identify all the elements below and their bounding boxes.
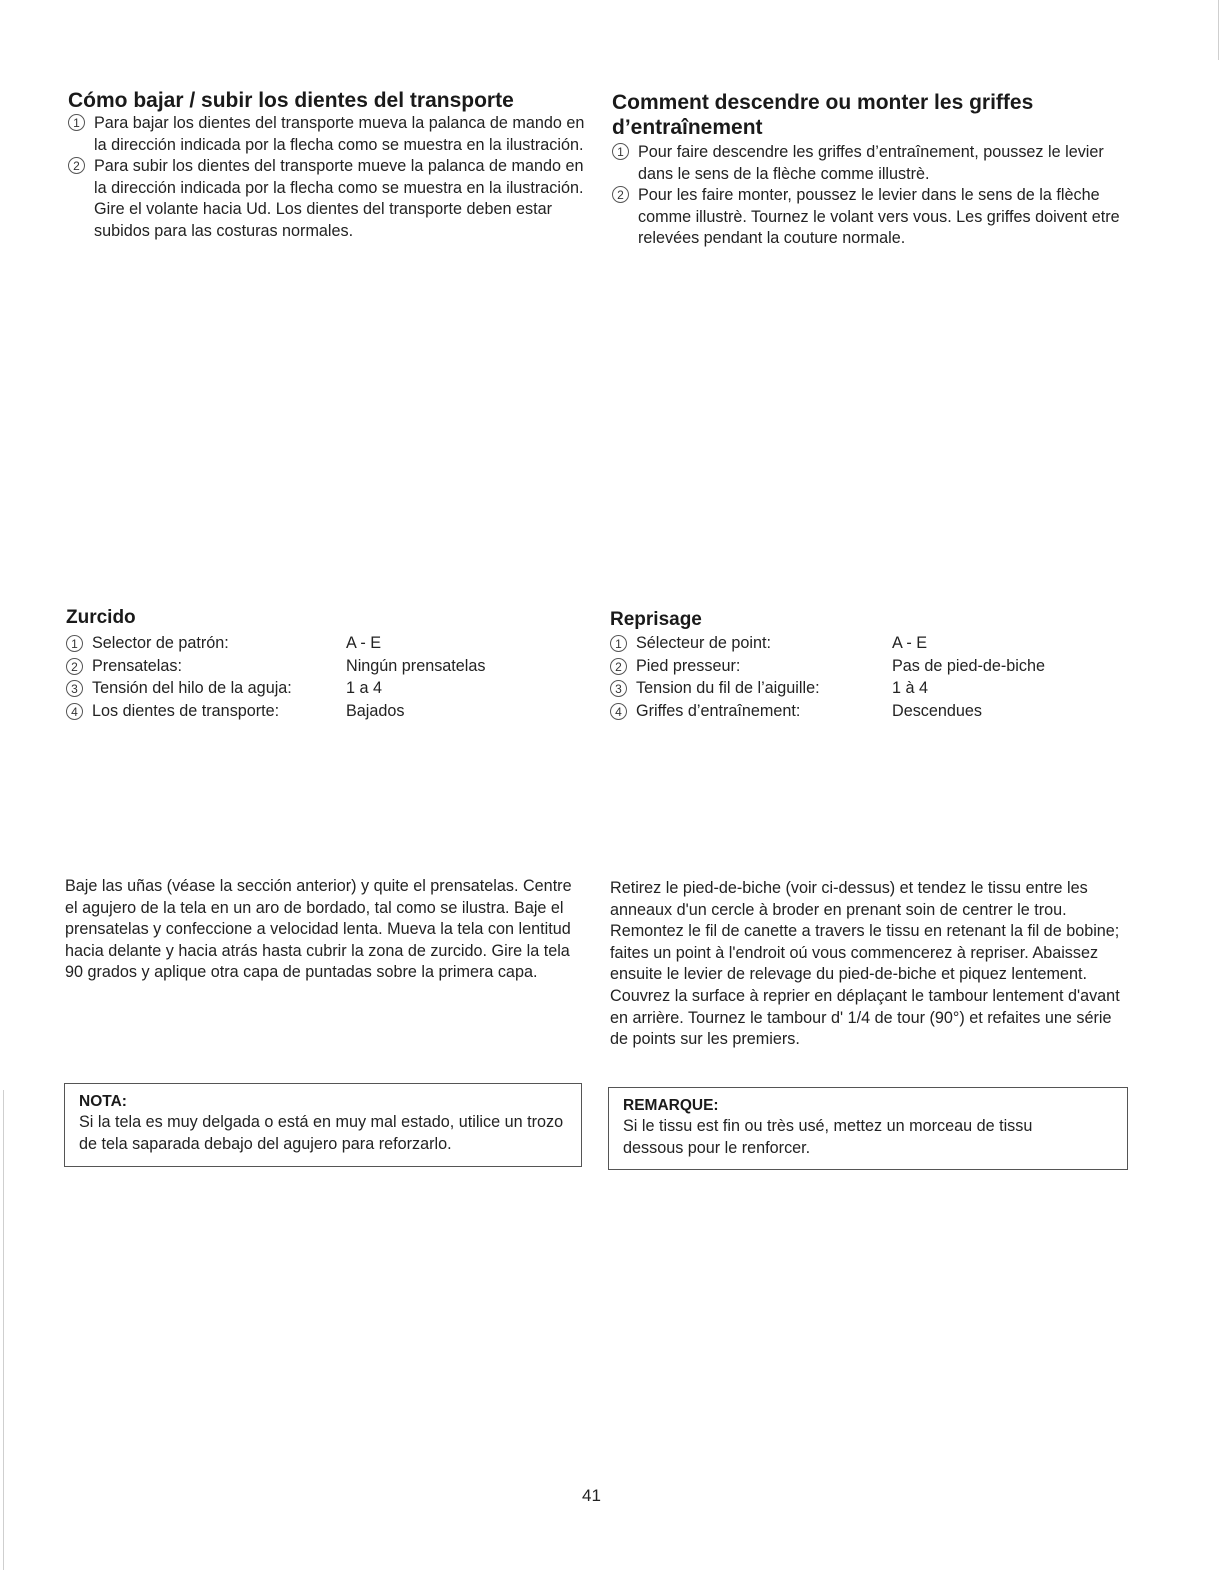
setting-value: Bajados [346, 701, 405, 720]
setting-value: 1 a 4 [346, 679, 383, 697]
circled-number-2: 2 [68, 157, 85, 174]
circled-number-1: 1 [68, 114, 85, 131]
es-darning-section [66, 606, 586, 722]
setting-label: Prensatelas: [92, 656, 182, 675]
setting-label: Tensión del hilo de la aguja: [92, 679, 292, 697]
fr-transport-step-1 [612, 142, 1132, 185]
es-transport-step-1 [68, 113, 588, 156]
setting-row [610, 655, 1130, 678]
es-darning-settings [66, 632, 586, 722]
step-text: Para subir los dientes del transporte mueve la palanca de mando en la dirección indicada por la flecha como se muestra en la ilustración. Gire el volante hacia Ud. Los dientes del transporte deben estar subidos para las costuras normales. [94, 157, 584, 240]
fr-darning-body: Retirez le pied-de-biche (voir ci-dessus) et tendez le tissu entre les anneaux d'un cercle à broder en prenant soin de centrer le trou. Remontez le fil de canette a travers le tissu en retenant la fil de bobine; faites un point à l'endroit oú vous commencerez à repriser. Abaissez ensuite le levier de relevage du pied-de-biche et piquez lentement. Couvrez la surface à reprier en déplaçant le tambour lentement d'avant en arrière. Tournez le tambour d' 1/4 de tour (90°) et refaites une série de points sur les premiers. [610, 879, 1120, 1049]
fr-transport-step-2 [612, 185, 1132, 250]
fr-transport-title: Comment descendre ou monter les griffes d’entraînement [612, 91, 1034, 139]
setting-value: Pas de pied-de-biche [892, 656, 1045, 675]
setting-label: Selector de patrón: [92, 634, 229, 652]
es-note-box [64, 1083, 582, 1167]
setting-row [66, 677, 586, 700]
setting-value: A - E [346, 634, 382, 652]
setting-row [610, 677, 1130, 700]
scan-edge-right [1218, 0, 1219, 60]
setting-row [66, 700, 586, 723]
setting-value: 1 à 4 [892, 679, 929, 697]
fr-note-text: Si le tissu est fin ou très usé, mettez un morceau de tissu dessous pour le renforcer. [623, 1117, 1033, 1157]
es-note-label: NOTA: [79, 1093, 127, 1110]
circled-number-1: 1 [612, 143, 629, 160]
es-darning-body: Baje las uñas (véase la sección anterior) y quite el prensatelas. Centre el agujero de la tela en un aro de bordado, tal como se ilustra. Baje el prensatelas y confeccione a velocidad lenta. Mueva la tela con lentitud hacia delante y hacia atrás hasta cubrir la zona de zurcido. Gire la tela 90 grados y aplique otra capa de puntadas sobre la primera capa. [65, 877, 572, 982]
circled-number-3: 3 [66, 680, 83, 697]
setting-label: Pied presseur: [636, 656, 741, 675]
circled-number-1: 1 [610, 635, 627, 652]
page-number: 41 [582, 1486, 601, 1505]
es-darning-title: Zurcido [66, 607, 136, 628]
circled-number-2: 2 [612, 186, 629, 203]
setting-row [66, 655, 586, 678]
circled-number-2: 2 [66, 658, 83, 675]
fr-note-label: REMARQUE: [623, 1097, 719, 1114]
circled-number-1: 1 [66, 635, 83, 652]
circled-number-4: 4 [610, 703, 627, 720]
circled-number-2: 2 [610, 658, 627, 675]
step-text: Pour les faire monter, poussez le levier dans le sens de la flèche comme illustrè. Tournez le volant vers vous. Les griffes doivent etre relevées pendant la couture normale. [638, 186, 1120, 247]
setting-label: Tension du fil de l’aiguille: [636, 679, 820, 697]
fr-darning-settings [610, 632, 1130, 722]
circled-number-3: 3 [610, 680, 627, 697]
es-transport-section [68, 88, 588, 242]
es-transport-title: Cómo bajar / subir los dientes del transporte [68, 89, 514, 112]
setting-value: Ningún prensatelas [346, 656, 486, 675]
fr-darning-title: Reprisage [610, 609, 702, 630]
circled-number-4: 4 [66, 703, 83, 720]
setting-row [610, 632, 1130, 655]
setting-row [610, 700, 1130, 723]
fr-darning-section [610, 608, 1130, 722]
es-transport-step-2 [68, 156, 588, 242]
es-note-text: Si la tela es muy delgada o está en muy mal estado, utilice un trozo de tela saparada debajo del agujero para reforzarlo. [79, 1113, 564, 1153]
setting-value: Descendues [892, 701, 982, 720]
fr-transport-section [612, 90, 1132, 250]
setting-value: A - E [892, 634, 928, 652]
setting-row [66, 632, 586, 655]
setting-label: Los dientes de transporte: [92, 701, 280, 720]
fr-note-box [608, 1087, 1128, 1170]
step-text: Para bajar los dientes del transporte mueva la palanca de mando en la dirección indicada por la flecha como se muestra en la ilustración. [94, 114, 585, 154]
step-text: Pour faire descendre les griffes d’entraînement, poussez le levier dans le sens de la flèche comme illustrè. [638, 143, 1104, 183]
setting-label: Griffes d’entraînement: [636, 701, 801, 720]
scan-edge-left [3, 1090, 4, 1570]
setting-label: Sélecteur de point: [636, 634, 771, 652]
